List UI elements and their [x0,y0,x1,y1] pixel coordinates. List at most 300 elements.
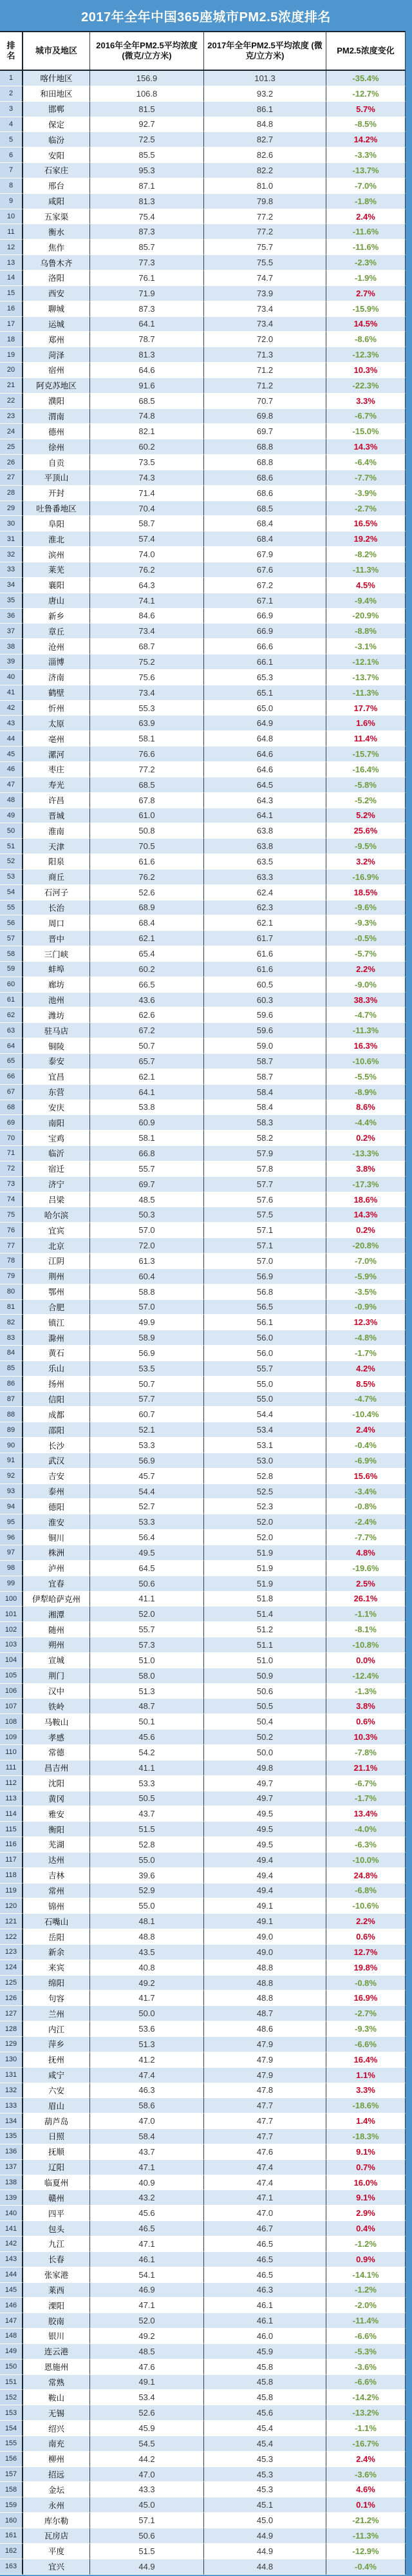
city-cell: 新乡 [23,609,90,624]
city-cell: 商丘 [23,870,90,885]
pm2016-cell: 50.6 [90,2528,204,2544]
rank-cell: 61 [0,993,23,1008]
pm2016-cell: 52.0 [90,2313,204,2329]
change-cell: 38.3% [326,993,406,1008]
rank-cell: 136 [0,2144,23,2160]
table-row [0,501,406,517]
change-cell: -4.7% [326,1392,406,1407]
change-cell: 16.0% [326,2175,406,2191]
pm2017-cell: 59.6 [204,1007,326,1023]
city-cell: 银川 [23,2329,90,2344]
pm2016-cell: 66.8 [90,1146,204,1161]
table-row [0,962,406,977]
table-row [0,1269,406,1284]
change-cell: 13.4% [326,1806,406,1822]
rank-cell: 91 [0,1453,23,1469]
city-cell: 南阳 [23,1115,90,1131]
city-cell: 抚顺 [23,2144,90,2160]
pm2016-cell: 56.9 [90,1453,204,1469]
city-cell: 濮阳 [23,394,90,409]
city-cell: 临夏州 [23,2175,90,2191]
city-cell: 张家港 [23,2267,90,2283]
change-cell: 9.1% [326,2144,406,2160]
pm2017-cell: 68.6 [204,486,326,501]
city-cell: 德阳 [23,1499,90,1514]
pm2016-cell: 43.7 [90,2144,204,2160]
table-row [0,1499,406,1514]
pm2017-cell: 77.2 [204,209,326,225]
table-row [0,2221,406,2237]
change-cell: -3.9% [326,486,406,501]
pm2017-cell: 64.5 [204,778,326,793]
pm2017-cell: 46.1 [204,2313,326,2329]
pm2017-cell: 58.4 [204,1085,326,1100]
city-cell: 周口 [23,915,90,931]
city-cell: 许昌 [23,793,90,808]
city-cell: 池州 [23,993,90,1008]
change-cell: 0.4% [326,2221,406,2237]
pm2016-cell: 76.6 [90,747,204,762]
change-cell: -13.3% [326,1146,406,1161]
pm2017-cell: 65.1 [204,685,326,701]
city-cell: 石家庄 [23,163,90,178]
rank-cell: 85 [0,1361,23,1377]
pm2017-cell: 55.0 [204,1377,326,1392]
table-row [0,1207,406,1223]
pm2017-cell: 73.9 [204,286,326,301]
pm2016-cell: 77.2 [90,762,204,778]
rank-cell: 21 [0,378,23,394]
table-row [0,624,406,639]
pm2016-cell: 39.6 [90,1868,204,1884]
rank-cell: 20 [0,363,23,378]
change-cell: -1.9% [326,271,406,286]
change-cell: -3.6% [326,2467,406,2483]
pm2016-cell: 46.3 [90,2083,204,2099]
rank-cell: 126 [0,1990,23,2006]
change-cell: -6.3% [326,1837,406,1853]
rank-cell: 78 [0,1254,23,1269]
pm2016-cell: 72.0 [90,1238,204,1254]
pm2017-cell: 58.4 [204,1100,326,1116]
table-row [0,670,406,685]
city-cell: 胶南 [23,2313,90,2329]
table-row [0,1100,406,1116]
city-cell: 淄博 [23,654,90,670]
pm2016-cell: 74.1 [90,593,204,609]
rank-cell: 39 [0,654,23,670]
table-row [0,731,406,747]
table-row [0,1699,406,1714]
rank-cell: 81 [0,1300,23,1315]
city-cell: 库尔勒 [23,2513,90,2528]
pm2017-cell: 47.7 [204,2098,326,2113]
city-cell: 晋中 [23,931,90,946]
table-row [0,132,406,148]
change-cell: -0.5% [326,931,406,946]
pm2016-cell: 57.3 [90,1637,204,1653]
pm2017-cell: 49.1 [204,1898,326,1914]
city-cell: 石河子 [23,885,90,901]
city-cell: 长春 [23,2252,90,2267]
table-row [0,1115,406,1131]
pm2017-cell: 57.1 [204,1223,326,1238]
table-row [0,1161,406,1177]
change-cell: -16.9% [326,870,406,885]
change-cell: 3.3% [326,394,406,409]
rank-cell: 152 [0,2390,23,2405]
change-cell: -6.6% [326,2375,406,2390]
change-cell: -6.6% [326,2037,406,2052]
change-cell: -11.3% [326,685,406,701]
table-row [0,1576,406,1592]
table-row [0,609,406,624]
table-row [0,1684,406,1699]
change-cell: 5.7% [326,102,406,117]
pm2017-cell: 50.0 [204,1745,326,1760]
pm2016-cell: 46.9 [90,2283,204,2298]
city-cell: 安庆 [23,1100,90,1116]
pm2017-cell: 44.9 [204,2528,326,2544]
city-cell: 驻马店 [23,1023,90,1038]
rank-cell: 102 [0,1622,23,1637]
rank-cell: 149 [0,2344,23,2360]
rank-cell: 1 [0,71,23,86]
change-cell: -7.0% [326,1254,406,1269]
city-cell: 孝感 [23,1730,90,1745]
rank-cell: 98 [0,1561,23,1576]
city-cell: 成都 [23,1407,90,1422]
pm2017-cell: 55.7 [204,1361,326,1377]
pm2017-cell: 56.8 [204,1284,326,1300]
table-row [0,716,406,731]
pm2016-cell: 81.5 [90,102,204,117]
pm2016-cell: 61.3 [90,1254,204,1269]
city-cell: 辽阳 [23,2160,90,2175]
change-cell: 25.6% [326,823,406,839]
rank-cell: 66 [0,1069,23,1085]
rank-cell: 162 [0,2544,23,2559]
pm2016-cell: 58.1 [90,1131,204,1146]
rank-cell: 107 [0,1699,23,1714]
city-cell: 萍乡 [23,2037,90,2052]
city-cell: 亳州 [23,731,90,747]
city-cell: 泰州 [23,1484,90,1500]
table-row [0,1085,406,1100]
city-cell: 铜陵 [23,1038,90,1054]
rank-cell: 48 [0,793,23,808]
pm2016-cell: 53.3 [90,1438,204,1453]
table-row [0,409,406,425]
rank-cell: 79 [0,1269,23,1284]
table-row [0,1514,406,1530]
change-cell: -4.7% [326,1007,406,1023]
table-row [0,148,406,163]
pm2017-cell: 71.2 [204,363,326,378]
city-cell: 廊坊 [23,977,90,993]
table-row [0,1361,406,1377]
pm2017-cell: 49.5 [204,1806,326,1822]
pm2016-cell: 53.6 [90,2021,204,2037]
pm2017-cell: 49.7 [204,1776,326,1791]
city-cell: 菏泽 [23,347,90,363]
pm2017-cell: 58.3 [204,1115,326,1131]
city-cell: 吕梁 [23,1192,90,1208]
pm2016-cell: 75.2 [90,654,204,670]
pm2017-cell: 64.6 [204,747,326,762]
table-row [0,271,406,286]
pm2017-cell: 67.9 [204,547,326,562]
city-cell: 宜春 [23,1576,90,1592]
table-row [0,163,406,178]
rank-cell: 67 [0,1085,23,1100]
city-cell: 溧阳 [23,2298,90,2313]
pm2017-cell: 45.3 [204,2452,326,2467]
pm2016-cell: 54.4 [90,1484,204,1500]
table-row [0,1929,406,1945]
rank-cell: 130 [0,2052,23,2068]
rank-cell: 94 [0,1499,23,1514]
city-cell: 锦州 [23,1898,90,1914]
pm2017-cell: 58.7 [204,1069,326,1085]
pm2017-cell: 55.0 [204,1392,326,1407]
city-cell: 莱芜 [23,562,90,578]
pm2017-cell: 48.8 [204,1960,326,1976]
change-cell: 0.2% [326,1131,406,1146]
city-cell: 寿光 [23,778,90,793]
change-cell: 15.6% [326,1469,406,1484]
pm2016-cell: 45.0 [90,2497,204,2513]
table-row [0,1177,406,1192]
table-row [0,255,406,271]
table-row [0,2482,406,2497]
table-row [0,993,406,1008]
table-row [0,885,406,901]
table-row [0,901,406,916]
pm2017-cell: 47.8 [204,2083,326,2099]
city-cell: 鞍山 [23,2390,90,2405]
city-cell: 铜川 [23,1530,90,1545]
pm2017-cell: 60.5 [204,977,326,993]
table-row [0,1238,406,1254]
rank-cell: 137 [0,2160,23,2175]
pm2017-cell: 46.5 [204,2252,326,2267]
change-cell: 2.4% [326,1422,406,1438]
rank-cell: 72 [0,1161,23,1177]
table-row [0,332,406,347]
table-row [0,178,406,194]
city-cell: 鹤壁 [23,685,90,701]
table-row [0,1438,406,1453]
change-cell: 3.3% [326,2083,406,2099]
city-cell: 荆门 [23,1668,90,1684]
table-row [0,394,406,409]
change-cell: -35.4% [326,71,406,86]
table-row [0,1453,406,1469]
city-cell: 连云港 [23,2344,90,2360]
table-row [0,701,406,716]
change-cell: -4.4% [326,1115,406,1131]
rank-cell: 32 [0,547,23,562]
city-cell: 五家渠 [23,209,90,225]
table-row [0,2006,406,2021]
pm2016-cell: 64.5 [90,1561,204,1576]
pm2016-cell: 55.0 [90,1853,204,1868]
rank-cell: 135 [0,2129,23,2144]
pm2016-cell: 51.0 [90,1653,204,1668]
header-change: PM2.5浓度变化 [326,32,406,70]
pm2017-cell: 66.1 [204,654,326,670]
rank-cell: 127 [0,2006,23,2021]
pm2017-cell: 64.1 [204,808,326,824]
city-cell: 宿州 [23,363,90,378]
change-cell: -2.7% [326,501,406,517]
pm2017-cell: 68.8 [204,455,326,470]
pm2017-cell: 45.3 [204,2467,326,2483]
change-cell: -18.3% [326,2129,406,2144]
change-cell: 4.6% [326,2482,406,2497]
pm2016-cell: 61.6 [90,854,204,870]
table-row [0,2052,406,2068]
rank-cell: 134 [0,2113,23,2129]
table-row [0,931,406,946]
pm2016-cell: 58.1 [90,731,204,747]
city-cell: 东营 [23,1085,90,1100]
rank-cell: 108 [0,1714,23,1730]
pm2016-cell: 48.1 [90,1914,204,1929]
table-row [0,2344,406,2360]
change-cell: -11.6% [326,240,406,255]
change-cell: -4.0% [326,1822,406,1837]
table-row [0,1545,406,1561]
rank-cell: 35 [0,593,23,609]
change-cell: -9.5% [326,839,406,854]
table-row [0,1837,406,1853]
pm2016-cell: 69.7 [90,1177,204,1192]
pm2016-cell: 52.8 [90,1837,204,1853]
table-row [0,1422,406,1438]
change-cell: 11.4% [326,731,406,747]
change-cell: 0.7% [326,2160,406,2175]
city-cell: 瓦房店 [23,2528,90,2544]
city-cell: 宿迁 [23,1161,90,1177]
pm2017-cell: 61.7 [204,931,326,946]
rank-cell: 89 [0,1422,23,1438]
pm2016-cell: 87.3 [90,301,204,317]
rank-cell: 155 [0,2436,23,2452]
pm2017-cell: 57.0 [204,1254,326,1269]
table-row [0,2390,406,2405]
table-row [0,1315,406,1330]
change-cell: -1.2% [326,2237,406,2252]
pm2017-cell: 66.9 [204,609,326,624]
city-cell: 沈阳 [23,1776,90,1791]
pm2017-cell: 52.8 [204,1469,326,1484]
change-cell: 2.7% [326,286,406,301]
pm2017-cell: 74.7 [204,271,326,286]
table-row [0,2083,406,2099]
pm2017-cell: 46.5 [204,2237,326,2252]
pm2016-cell: 52.7 [90,1499,204,1514]
city-cell: 莱西 [23,2283,90,2298]
city-cell: 赣州 [23,2190,90,2206]
change-cell: 10.3% [326,1730,406,1745]
change-cell: -5.7% [326,946,406,962]
pm2016-cell: 48.5 [90,2344,204,2360]
change-cell: -14.2% [326,2390,406,2405]
pm2017-cell: 53.1 [204,1438,326,1453]
rank-cell: 161 [0,2528,23,2544]
change-cell: -12.3% [326,347,406,363]
rank-cell: 10 [0,209,23,225]
change-cell: -3.3% [326,148,406,163]
city-cell: 滨州 [23,547,90,562]
table-row [0,1346,406,1361]
table-row [0,654,406,670]
pm2017-cell: 61.6 [204,962,326,977]
table-row [0,547,406,562]
rank-cell: 93 [0,1484,23,1500]
pm2016-cell: 54.1 [90,2267,204,2283]
pm2017-cell: 45.3 [204,2482,326,2497]
pm2016-cell: 43.5 [90,1945,204,1960]
change-cell: -9.4% [326,593,406,609]
pm2016-cell: 74.8 [90,409,204,425]
pm2017-cell: 56.5 [204,1300,326,1315]
city-cell: 黄冈 [23,1791,90,1807]
pm2017-cell: 56.0 [204,1330,326,1346]
pm2017-cell: 45.8 [204,2360,326,2375]
pm2016-cell: 60.9 [90,1115,204,1131]
pm2016-cell: 84.6 [90,609,204,624]
pm2017-cell: 86.1 [204,102,326,117]
change-cell: 0.1% [326,2497,406,2513]
rank-cell: 6 [0,148,23,163]
pm2016-cell: 85.5 [90,148,204,163]
rank-cell: 82 [0,1315,23,1330]
table-row [0,363,406,378]
pm2017-cell: 64.8 [204,731,326,747]
pm2017-cell: 47.7 [204,2113,326,2129]
change-cell: 2.4% [326,2452,406,2467]
change-cell: 0.0% [326,1653,406,1668]
rank-cell: 114 [0,1806,23,1822]
change-cell: -4.8% [326,1330,406,1346]
change-cell: -22.3% [326,378,406,394]
rank-cell: 43 [0,716,23,731]
city-cell: 无锡 [23,2405,90,2421]
city-cell: 安阳 [23,148,90,163]
rank-cell: 34 [0,578,23,593]
pm2016-cell: 55.7 [90,1161,204,1177]
rank-cell: 144 [0,2267,23,2283]
pm2017-cell: 44.8 [204,2559,326,2575]
change-cell: 19.2% [326,531,406,547]
change-cell: -3.4% [326,1484,406,1500]
city-cell: 宝鸡 [23,1131,90,1146]
pm2017-cell: 51.9 [204,1576,326,1592]
city-cell: 临汾 [23,132,90,148]
city-cell: 济南 [23,670,90,685]
rank-cell: 47 [0,778,23,793]
pm2016-cell: 75.4 [90,209,204,225]
pm2016-cell: 87.1 [90,178,204,194]
change-cell: -14.1% [326,2267,406,2283]
table-row [0,470,406,486]
city-cell: 衡水 [23,224,90,240]
table-row [0,1607,406,1622]
pm2017-cell: 66.9 [204,624,326,639]
